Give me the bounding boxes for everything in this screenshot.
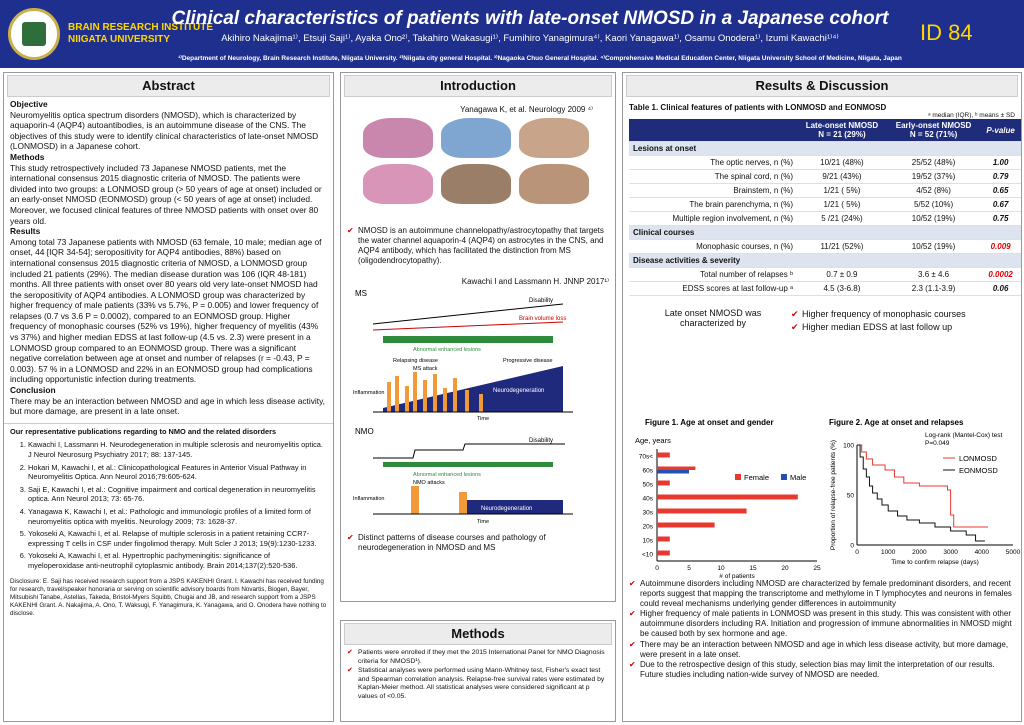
figure-2-x-tick: 3000 — [943, 549, 958, 556]
header-early-onset-label: Early-onset NMOSD — [895, 121, 972, 130]
table-cell-p-value: 0.67 — [980, 198, 1021, 212]
reference-item: 1. Kawachi I, Lassmann H. Neurodegeneration in multiple sclerosis and neuromyelitis optica. J Neurol Neurosurg Psychiatry 2017; 88: 137-145. — [28, 440, 327, 459]
brain-volume-label: Brain volume loss — [519, 316, 567, 322]
figure-1-bar-male — [657, 470, 689, 474]
figure-1-x-tick: 15 — [749, 565, 757, 572]
discussion-item: ✔ Higher frequency of male patients in LONMOSD was present in this study. This was consistent with other autoimmune disorders including RA. Initiation and progression of immune abnormalities in NMOSD might be caused both by sex hormone and age. — [629, 609, 1017, 638]
figure-1-chart — [625, 415, 825, 580]
poster-title: Clinical characteristics of patients with late-onset NMOSD in a Japanese cohort — [171, 8, 889, 29]
table-footnote: ᵃ median (IQR), ᵇ means ± SD — [928, 112, 1015, 119]
table-cell-late-onset: 11/21 (52%) — [797, 240, 887, 254]
nmo-attack-label: NMO attacks — [413, 480, 445, 486]
table-cell-p-value: 0.06 — [980, 282, 1021, 296]
figure-1-xlabel: # of patients — [719, 573, 755, 580]
table-cell-late-onset: 10/21 (48%) — [797, 156, 887, 170]
figure-1-x-tick: 0 — [655, 565, 659, 572]
table-cell-late-onset: 0.7 ± 0.9 — [797, 268, 887, 282]
table-cell-p-value: 0.79 — [980, 170, 1021, 184]
table-cell-p-value: 0.65 — [980, 184, 1021, 198]
abstract-column — [3, 72, 334, 722]
discussion-item: ✔ Due to the retrospective design of this study, selection bias may limit the interpretation of our results. Future studies including nation-wide survey of NMOSD are needed. — [629, 660, 1017, 680]
author-list: Akihiro Nakajima¹⁾, Etsuji Saji¹⁾, Ayaka Ono²⁾, Takahiro Wakasugi¹⁾, Fumihiro Yanagimura⁴⁾, Kaori Yanagawa¹⁾, Osamu Onodera¹⁾, Izumi Kawachi¹⁾⁴⁾ — [221, 33, 839, 44]
ms-label: MS — [355, 289, 367, 298]
methods-text: This study retrospectively included 73 Japanese NMOSD patients, met the international consensus 2015 diagnostic criteria of NMOSD. The patients were divided into two groups: a LONMOSD group (> 50 years of age at onset) included or an early-onset NMOSD (EONMOSD) group (< 50 years of age at onset) included. Moreover, we focused clinical features of three NMOSD patients with onset over 80 years old. — [10, 162, 322, 226]
histology-image — [441, 118, 511, 158]
figure-2-annotation: Log-rank (Mantel-Cox) test — [925, 432, 1003, 439]
figure-citation-2: Kawachi I and Lassmann H. JNNP 2017¹⁾ — [461, 277, 609, 286]
figure-2-ylabel: Proportion of relapse-free patients (%) — [830, 439, 837, 551]
figure-2-y-tick: 100 — [843, 442, 854, 450]
objective-heading: Objective — [10, 99, 48, 109]
figure-1-legend-swatch — [735, 474, 741, 480]
figure-1-category-label: 20s — [642, 523, 653, 531]
references-heading: Our representative publications regarding to NMO and the related disorders — [10, 426, 277, 436]
nmo-neurodegeneration-label: Neurodegeneration — [481, 506, 533, 512]
intro-bullet: ✔ Distinct patterns of disease courses and pathology of neurodegeneration in NMOSD and MS — [347, 533, 609, 553]
university-logo — [8, 8, 60, 60]
table-row-label: The brain parenchyma, n (%) — [629, 198, 797, 212]
inflammation-label: Inflammation — [353, 390, 385, 396]
figure-1-category-label: 70s< — [638, 453, 653, 461]
table-row-label: EDSS scores at last follow-up ᵃ — [629, 282, 797, 296]
histology-image — [519, 164, 589, 204]
table-row-label: The spinal cord, n (%) — [629, 170, 797, 184]
introduction-heading: Introduction — [344, 75, 612, 97]
histology-image — [363, 164, 433, 204]
figure-1-category-label: 50s — [642, 481, 653, 489]
reference-item: 3. Saji E, Kawachi I, et al.: Cognitive impairment and cortical degeneration in neuromyelitis optica. Ann Neurol 2013; 73: 65-76. — [28, 485, 327, 504]
characterization-item: ✔ Higher frequency of monophasic courses — [791, 308, 966, 320]
institute-line-2: NIIGATA UNIVERSITY — [68, 34, 171, 45]
nmo-inflammation-label: Inflammation — [353, 496, 385, 502]
ms-nmo-diagram — [353, 286, 603, 526]
reference-list — [10, 440, 327, 570]
discussion-item: ✔ There may be an interaction between NMOSD and age in which less disease activity, but more damage, were present in a late onset. — [629, 640, 1017, 660]
nmo-disability-line — [373, 444, 565, 458]
table-row — [629, 198, 1021, 212]
intro-bullets — [341, 208, 615, 266]
characterization-label: Late onset NMOSD was characterized by — [664, 308, 762, 328]
disability-label: Disability — [529, 298, 554, 304]
figure-1-category-label: 10s — [642, 537, 653, 545]
ms-attack-label: MS attack — [413, 366, 438, 372]
reference-item: 5. Yokoseki A, Kawachi I, et al. Relapse of multiple sclerosis in a patient retaining CCR7- expressing T cells in CSF under fingolimod therapy. Mult Scler J 2013; 19(9):1230-1233. — [28, 529, 327, 548]
discussion-item: ✔ Autoimmune disorders including NMOSD are characterized by female predominant disorders, and recent reports suggest that mapping the transcriptome and methylome in T lymphocytes and neurons in females could reveal mechanisms underlying gender differences in autoimmunity — [629, 579, 1017, 608]
table-header-row — [629, 119, 1021, 142]
figure-1-bar-female — [657, 523, 715, 528]
table-cell-late-onset: 1/21 ( 5%) — [797, 198, 887, 212]
figure-1-bar-female — [657, 481, 670, 486]
figure-1-bar-female — [657, 467, 695, 471]
conclusion-text: There may be an interaction between NMOSD and age in which less disease activity, but more damage, are present in a late onset. — [10, 395, 325, 417]
figure-2-xlabel: Time to confirm relapse (days) — [891, 559, 979, 566]
characterization-item: ✔ Higher median EDSS at last follow up — [791, 321, 966, 333]
table-cell-p-value: 0.0002 — [980, 268, 1021, 282]
table-cell-late-onset: 4.5 (3-6.8) — [797, 282, 887, 296]
methods-item: ✔ Patients were enrolled if they met the 2015 International Panel for NMO Diagnosis criteria for NMOSD¹). — [347, 649, 609, 666]
histology-panel — [359, 118, 604, 208]
intro-bullet: ✔ NMOSD is an autoimmune channelopathy/astrocytopathy that targets the water channel aquaporin-4 (AQP4) on astrocytes in the CNS, and AQP4 antibody, which has facilitated the distinction from MS (oligodendrocytopathy). — [347, 226, 609, 266]
nmo-abn-lesion-label: Abnormal enhanced lesions — [413, 472, 481, 478]
histology-image — [441, 164, 511, 204]
figure-1-title: Figure 1. Age at onset and gender — [645, 418, 774, 427]
figure-2-chart — [825, 413, 1021, 583]
table-row — [629, 156, 1021, 170]
header-banner — [0, 0, 1024, 68]
table-row-label: Monophasic courses, n (%) — [629, 240, 797, 254]
figure-2-legend-label: LONMOSD — [959, 454, 997, 463]
table-group-row — [629, 254, 1021, 268]
affiliations: ¹⁾Department of Neurology, Brain Research Institute, Niigata University. ²⁾Niigata city general Hospital. ³⁾Nagaoka Chuo General Hospital. ⁴⁾Comprehensive Medical Education Center, Niigata University School of Medicine, Niigata, Japan — [178, 55, 902, 62]
table-cell-early-onset: 2.3 (1.1-3.9) — [887, 282, 980, 296]
methods-list — [341, 647, 615, 702]
table-row — [629, 170, 1021, 184]
logo-emblem — [22, 22, 46, 46]
methods-heading: Methods — [10, 151, 45, 162]
discussion-list — [629, 579, 1017, 681]
table-row — [629, 282, 1021, 296]
methods-item: ✔ Statistical analyses were performed using Mann-Whitney test, Fisher's exact test and Spearman correlation analysis. Relapse-free survival rates were estimated by Kaplan-Meier method. All statistical analyses were considered significant at p values of <0.05. — [347, 667, 609, 701]
table-cell-late-onset: 9/21 (43%) — [797, 170, 887, 184]
header-late-onset — [797, 119, 887, 142]
reference-item: 6. Yokoseki A, Kawachi I, et al. Hypertrophic pachymeningitis: significance of myeloperoxidase anti-neutrophil cytoplasmic antibody. Brain 2014;137(2):520-536. — [28, 551, 327, 570]
disclosure: Disclosure: E. Saji has received research support from a JSPS KAKENHI Grant. I. Kawachi has received funding for research, travel/speaker honoraria or serving on scientific advisory boards from Novartis, Biogen, Bayer, Mitsubishi Tanabe, Astellas, Takeda, Bristol-Myers Squibb, Chugai and JB, and research support from a JSPS KAKENHI Grant. A. Nakajima, A. Ono, T. Waksugi, F. Yanagimura, K. Yanagawa, and O. Onodera have nothing to disclose. — [10, 577, 327, 618]
intro-bullets-2 — [341, 531, 615, 553]
methods-heading: Methods — [344, 623, 612, 645]
table-row-label: Brainstem, n (%) — [629, 184, 797, 198]
figure-2-x-tick: 1000 — [880, 549, 896, 556]
figure-1-bar-female — [657, 495, 798, 500]
methods-column — [340, 620, 616, 722]
introduction-column — [340, 72, 616, 602]
nmo-abnormal-lesions-bar — [383, 462, 553, 467]
table-cell-early-onset: 10/52 (19%) — [887, 240, 980, 254]
table-group-label: Disease activities & severity — [629, 254, 1021, 268]
table-row-label: Multiple region involvement, n (%) — [629, 212, 797, 226]
nmo-time-label: Time — [477, 519, 490, 525]
table-cell-p-value: 1.00 — [980, 156, 1021, 170]
results-heading: Results — [10, 226, 41, 237]
header-p-value: P-value — [980, 119, 1021, 142]
results-column — [622, 72, 1022, 722]
results-text: Among total 73 Japanese patients with NMOSD (63 female, 10 male; median age of onset, 44 [IQR 34-54]; seropositivity for AQP4 antibodies, 88%) based on international consensus 2015 diagnostic criteria of NMOSD, a LONMOSD group included 21 patients (29%). The median disease duration was 106 (IQR 48-181) months. All three patients with onset over 80 years old very late-onset NMOSD had the seropositivity of AQP4 antibodies. A LONMOSD group was characterized by higher frequency of male patients (33% vs 5.7%, P = 0.005) and lower frequency of relapses (0.7 vs 3.6 P = 0.0002), compared to an EONMOSD group. Higher frequency of monophasic courses (52% vs 19%), higher frequency of myelitis (43% vs 37%) and higher median EDSS at last follow-up (4.5 vs. 2.3) were present in a LONMOSD group compared to an EONMOSD group. There was a significant negative correlation between age at onset and number of relapses (r = -0.43, P = 0.003). 57 % in a LONMOSD and 22% in an EONMOSD group had complications including opportunistic infection during treatments. — [10, 236, 322, 385]
references — [4, 423, 333, 571]
reference-item: 4. Yanagawa K, Kawachi I, et al.: Pathologic and immunologic profiles of a limited form of neuromyelitis optica with myelitis. Neurology 2009; 73: 1628-37. — [28, 507, 327, 526]
figure-1-category-label: 40s — [642, 495, 653, 503]
figure-1-category-label: <10 — [641, 551, 653, 559]
table-cell-p-value: 0.75 — [980, 212, 1021, 226]
figure-1-x-tick: 25 — [813, 565, 821, 572]
figure-2-title: Figure 2. Age at onset and relapses — [829, 418, 964, 427]
figure-citation-1: Yanagawa K, et al. Neurology 2009 ⁴⁾ — [460, 105, 593, 114]
clinical-features-table — [629, 119, 1021, 296]
table-cell-early-onset: 10/52 (19%) — [887, 212, 980, 226]
figure-1-legend-swatch — [781, 474, 787, 480]
table-cell-early-onset: 5/52 (10%) — [887, 198, 980, 212]
table-row — [629, 184, 1021, 198]
abstract-heading: Abstract — [7, 75, 330, 97]
nmo-inflammation-bars — [411, 486, 467, 514]
table-group-label: Clinical courses — [629, 226, 1021, 240]
table-cell-early-onset: 4/52 (8%) — [887, 184, 980, 198]
table-group-row — [629, 226, 1021, 240]
conclusion-heading: Conclusion — [10, 385, 56, 396]
abn-lesion-label: Abnormal enhanced lesions — [413, 347, 481, 353]
poster-id: ID 84 — [920, 20, 973, 45]
table-cell-early-onset: 3.6 ± 4.6 — [887, 268, 980, 282]
figure-2-y-tick: 0 — [850, 542, 854, 550]
table-title: Table 1. Clinical features of patients with LONMOSD and EONMOSD — [629, 103, 887, 112]
table-cell-late-onset: 1/21 ( 5%) — [797, 184, 887, 198]
figure-1-bar-female — [657, 537, 670, 542]
neurodegeneration-label: Neurodegeneration — [493, 388, 545, 394]
figure-2-x-tick: 0 — [855, 549, 859, 556]
figure-1-bar-female — [657, 509, 747, 514]
figure-2-x-tick: 4000 — [974, 549, 990, 556]
figure-2-x-tick: 5000 — [1005, 549, 1021, 556]
institute-line-1: BRAIN RESEARCH INSTITUTE — [68, 22, 214, 33]
figure-1-category-label: 30s — [642, 509, 653, 517]
histology-image — [519, 118, 589, 158]
table-row — [629, 212, 1021, 226]
results-heading: Results & Discussion — [626, 75, 1018, 97]
table-cell-early-onset: 25/52 (48%) — [887, 156, 980, 170]
figure-2-x-tick: 2000 — [912, 549, 927, 556]
histology-image — [363, 118, 433, 158]
progressive-label: Progressive disease — [503, 358, 553, 364]
table-cell-early-onset: 19/52 (37%) — [887, 170, 980, 184]
figure-1-x-tick: 10 — [717, 565, 725, 572]
reference-item: 2. Hokari M, Kawachi I, et al.: Clinicopathological Features in Anterior Visual Pathway in Neuromyelitis Optica. Ann Neurol 2016;79:605-624. — [28, 463, 327, 482]
relapsing-label: Relapsing disease — [393, 358, 438, 364]
table-row — [629, 240, 1021, 254]
figure-1-bar-female — [657, 551, 670, 556]
figure-1-ylabel: Age, years — [635, 436, 671, 445]
objective-text: Neuromyelitis optica spectrum disorders (NMOSD), which is characterized by aquaporin-4 (AQP4) autoantibodies, is an autoimmune disease of the CNS. The objectives of this study were to identify clinical characteristics of late-onset NMOSD (LONMOSD) in a Japanese cohort. — [10, 109, 319, 152]
header-late-onset-label: Late-onset NMOSD — [805, 121, 879, 130]
figure-1-legend-label: Male — [790, 473, 807, 482]
table-cell-late-onset: 5 /21 (24%) — [797, 212, 887, 226]
figure-2-y-tick: 50 — [846, 492, 854, 500]
time-label: Time — [477, 416, 490, 422]
header-late-onset-n: N = 21 (29%) — [818, 130, 866, 139]
table-cell-p-value: 0.009 — [980, 240, 1021, 254]
figure-2-annotation: P=0.049 — [925, 440, 950, 447]
figure-1-legend-label: Female — [744, 473, 770, 482]
figure-1-category-label: 60s — [642, 467, 653, 475]
characterization-block — [623, 296, 1021, 352]
characterization-list — [791, 308, 966, 334]
table-group-label: Lesions at onset — [629, 142, 1021, 156]
header-early-onset — [887, 119, 980, 142]
table-row-label: The optic nerves, n (%) — [629, 156, 797, 170]
figure-2-legend-label: EONMOSD — [959, 466, 998, 475]
figure-1-bar-female — [657, 453, 670, 458]
abstract-body — [4, 99, 333, 417]
figure-1-x-tick: 20 — [781, 565, 789, 572]
table-row-label: Total number of relapses ᵇ — [629, 268, 797, 282]
header-early-onset-n: N = 52 (71%) — [909, 130, 958, 139]
nmo-disability-label: Disability — [529, 438, 554, 444]
table-row — [629, 268, 1021, 282]
figure-1-x-tick: 5 — [687, 565, 691, 572]
nmo-label: NMO — [355, 427, 374, 436]
table-group-row — [629, 142, 1021, 156]
abnormal-lesions-bar — [383, 336, 553, 343]
